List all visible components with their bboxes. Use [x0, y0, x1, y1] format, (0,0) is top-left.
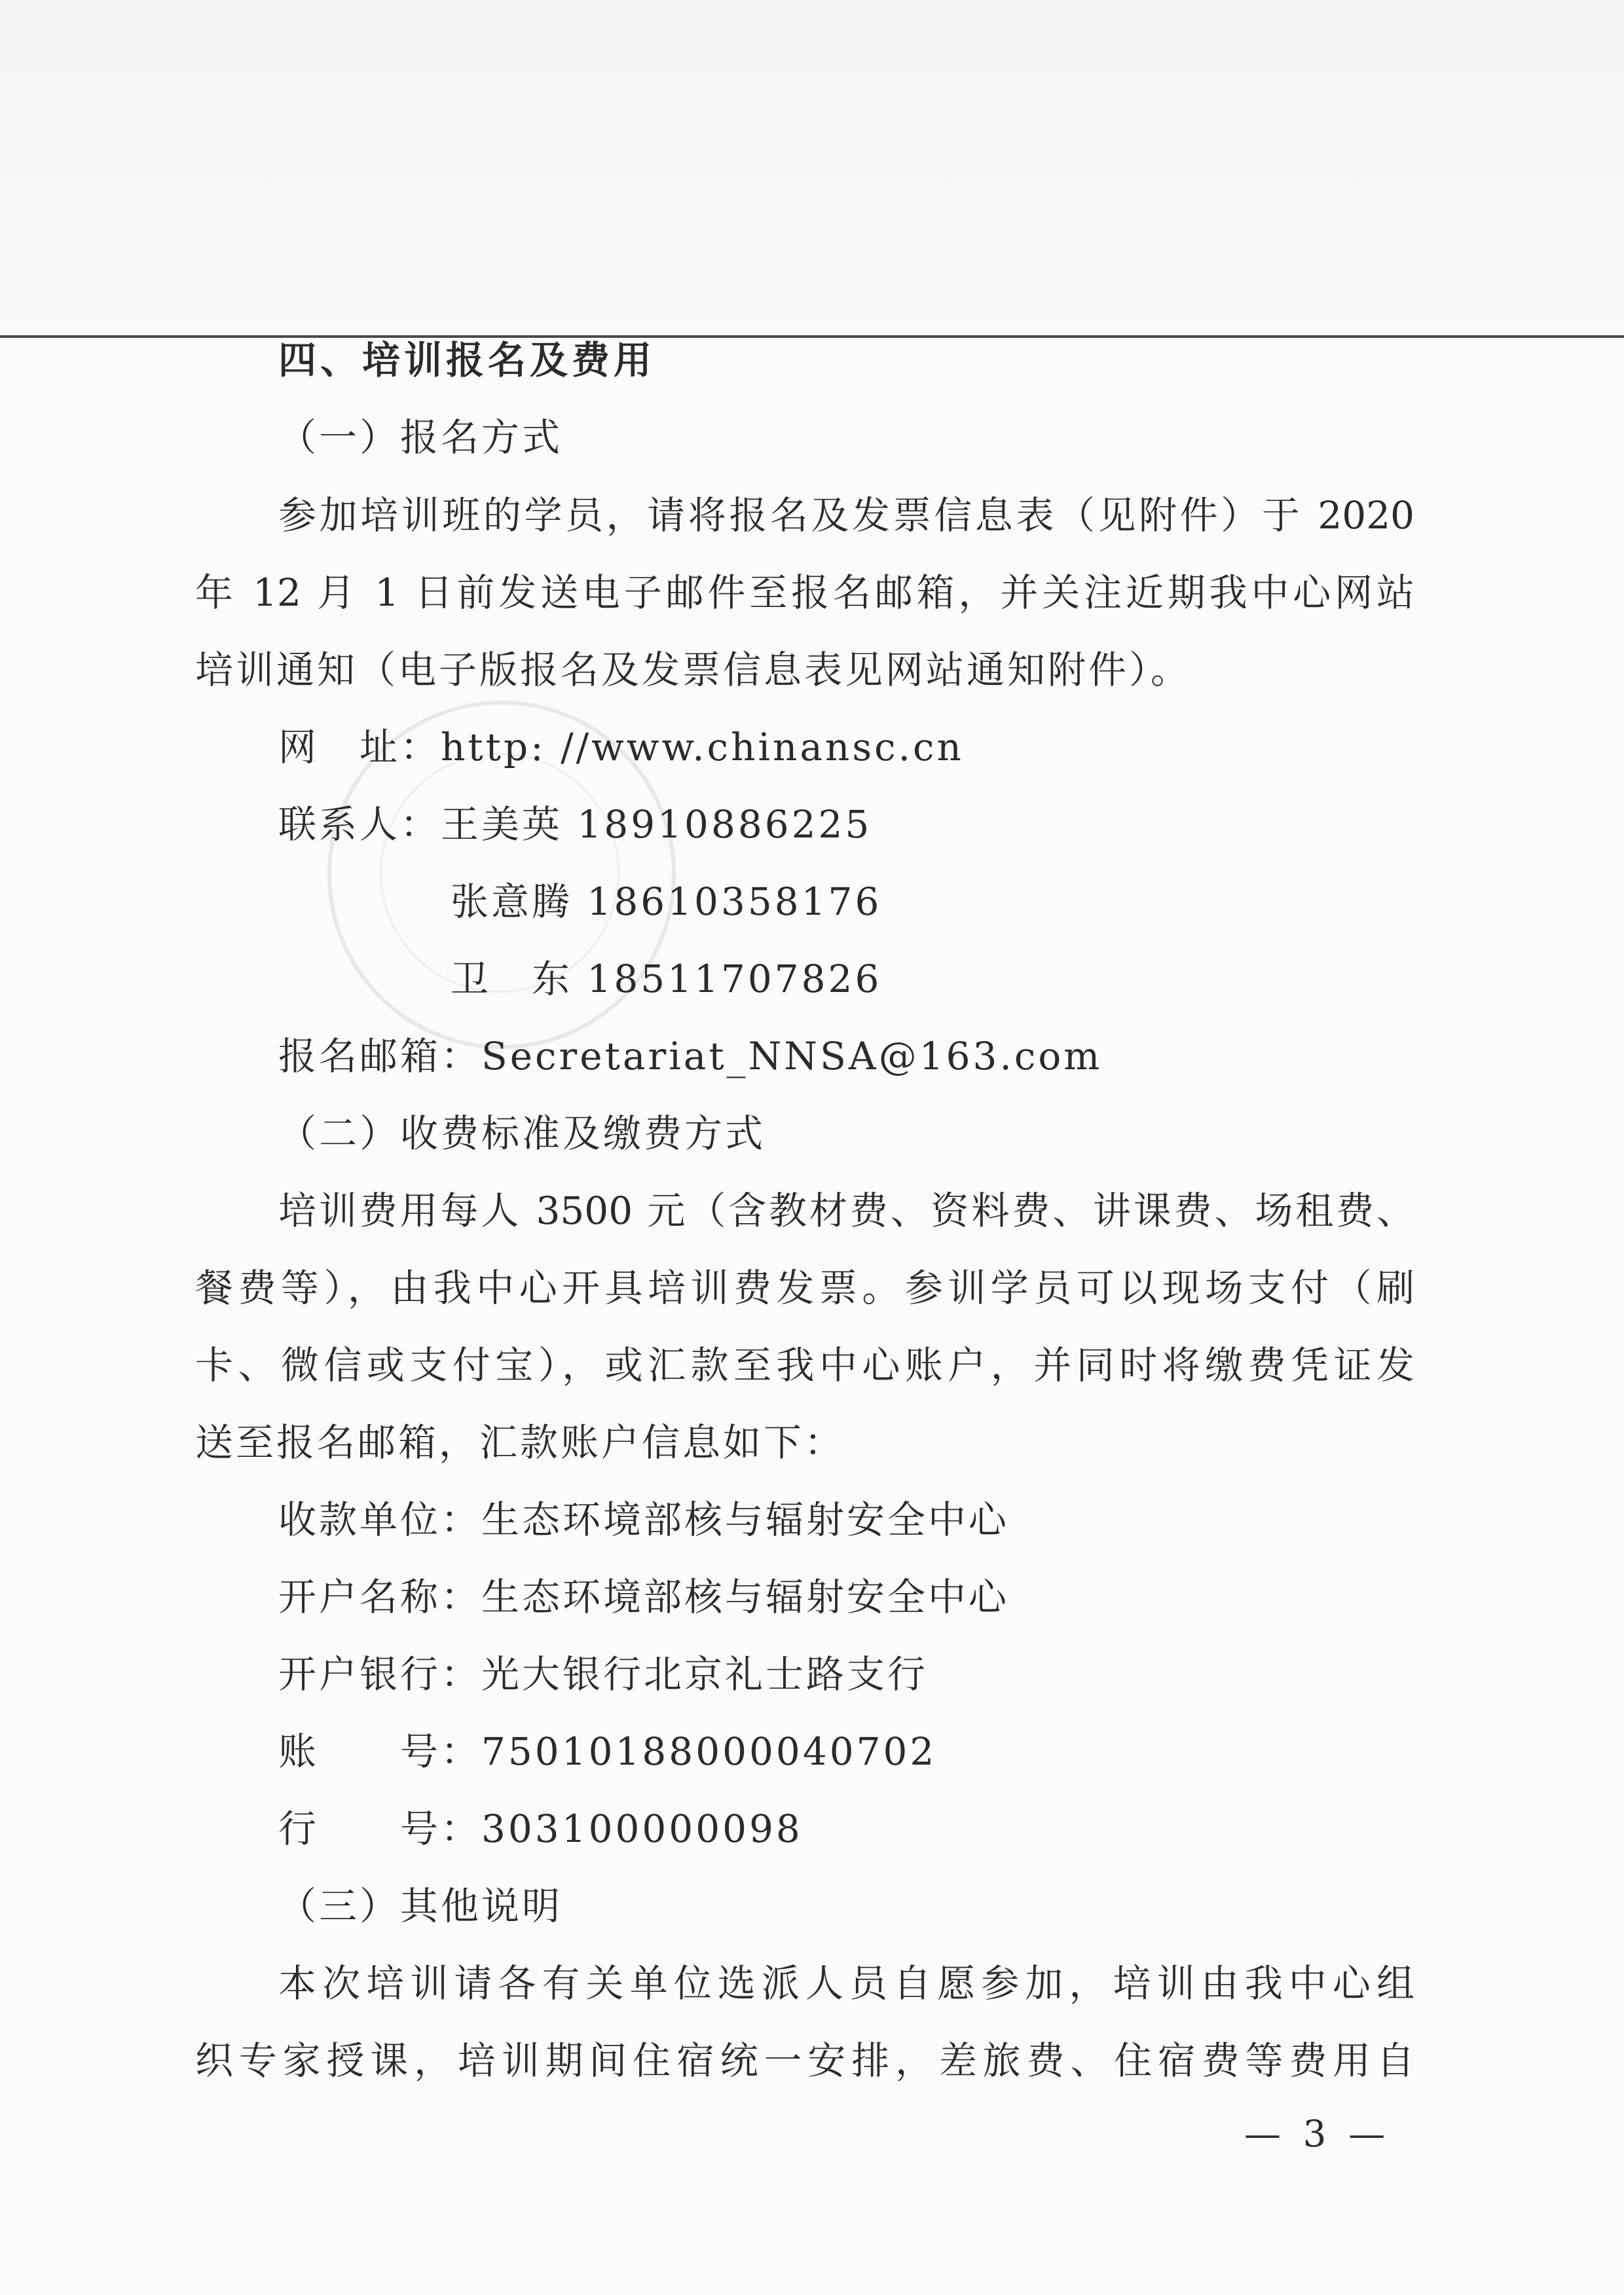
website-line: 网 址：http: //www.chinansc.cn: [278, 725, 964, 769]
contact-line: 卫 东 18511707826: [451, 957, 882, 1001]
paragraph-line: 卡、微信或支付宝），或汇款至我中心账户，并同时将缴费凭证发: [195, 1343, 1414, 1387]
paragraph-line: 织专家授课，培训期间住宿统一安排，差旅费、住宿费等费用自: [195, 2038, 1414, 2083]
contact-line: 联系人：王美英 18910886225: [278, 802, 872, 847]
paragraph-line: 送至报名邮箱，汇款账户信息如下：: [195, 1420, 845, 1465]
header-rule: [0, 335, 1624, 338]
paragraph-line: 本次培训请各有关单位选派人员自愿参加，培训由我中心组: [278, 1961, 1414, 2006]
contact-line: 张意腾 18610358176: [451, 879, 882, 924]
account-info-line: 开户银行：光大银行北京礼士路支行: [278, 1652, 929, 1697]
page-number: — 3 —: [1244, 2113, 1391, 2156]
email-line: 报名邮箱：Secretariat_NNSA@163.com: [278, 1034, 1103, 1078]
paragraph-line: 年 12 月 1 日前发送电子邮件至报名邮箱，并关注近期我中心网站: [195, 570, 1414, 615]
account-info-line: 收款单位：生态环境部核与辐射安全中心: [278, 1497, 1010, 1542]
paragraph-line: 参加培训班的学员，请将报名及发票信息表（见附件）于 2020: [278, 493, 1414, 538]
paragraph-line: 培训费用每人 3500 元（含教材费、资料费、讲课费、场租费、: [278, 1188, 1414, 1233]
account-info-line: 账 号：75010188000040702: [278, 1729, 937, 1774]
paragraph-line: 餐费等），由我中心开具培训费发票。参训学员可以现场支付（刷: [195, 1266, 1414, 1310]
scan-header-area: [0, 0, 1624, 335]
subsection-heading-registration: （一）报名方式: [278, 415, 563, 460]
account-info-line: 行 号：303100000098: [278, 1807, 803, 1851]
paragraph-line: 培训通知（电子版报名及发票信息表见网站通知附件）。: [195, 648, 1192, 692]
account-info-line: 开户名称：生态环境部核与辐射安全中心: [278, 1575, 1010, 1619]
subsection-heading-fees: （二）收费标准及缴费方式: [278, 1111, 766, 1156]
section-heading: 四、培训报名及费用: [278, 338, 656, 382]
subsection-heading-other: （三）其他说明: [278, 1884, 563, 1928]
